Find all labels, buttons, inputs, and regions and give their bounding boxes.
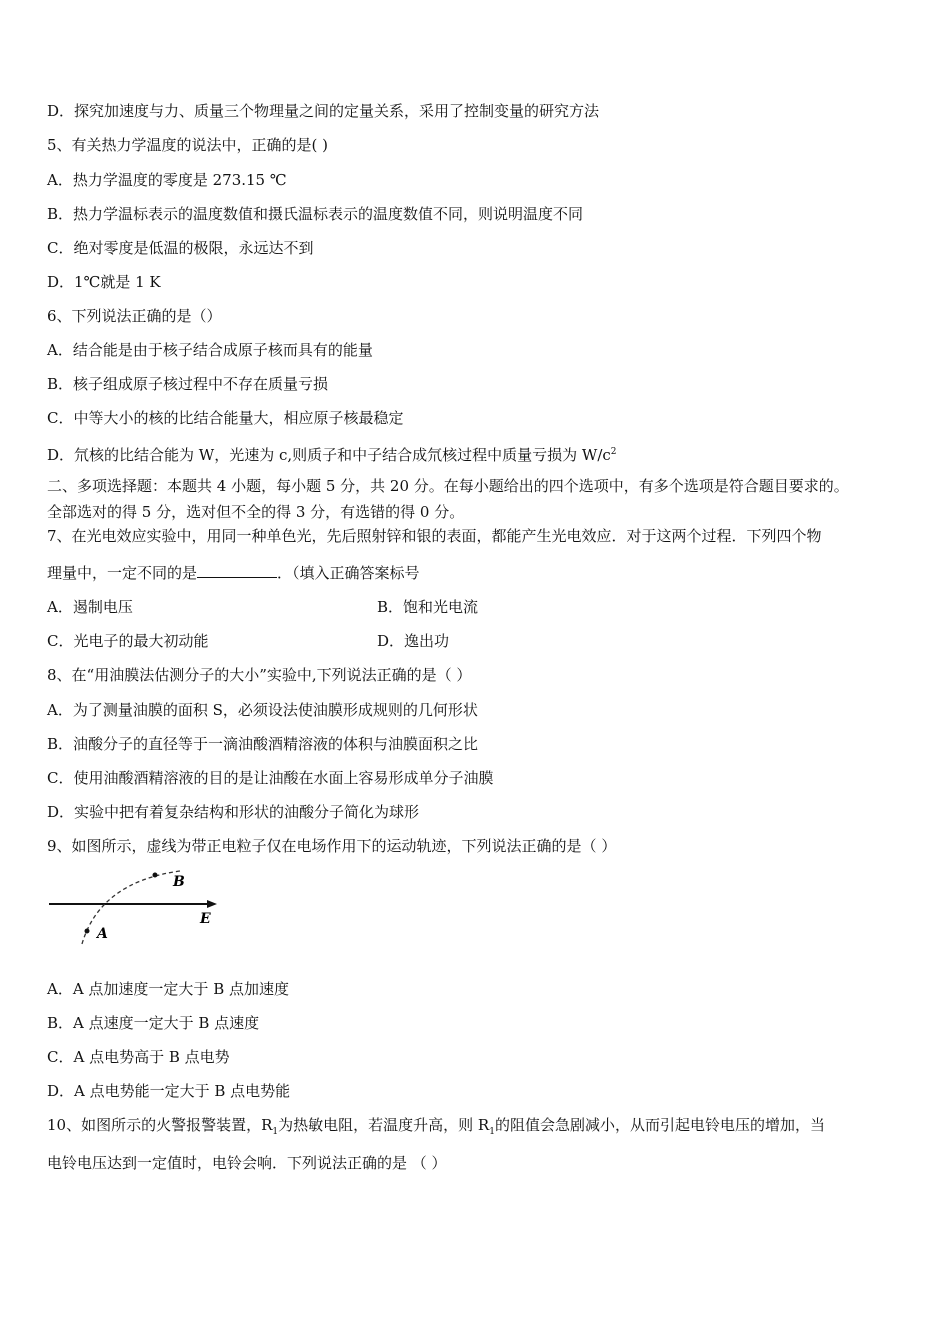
q4-option-d: D．探究加速度与力、质量三个物理量之间的定量关系，采用了控制变量的研究方法 bbox=[47, 102, 600, 120]
q7-option-b: B．饱和光电流 bbox=[377, 598, 479, 616]
q10-text-a: 10、如图所示的火警报警装置，R bbox=[47, 1116, 273, 1134]
q8-stem: 8、在“用油膜法估测分子的大小”实验中,下列说法正确的是（ ） bbox=[47, 666, 472, 684]
q7-option-c: C．光电子的最大初动能 bbox=[47, 632, 209, 650]
label-a: A bbox=[97, 926, 108, 942]
section-2-heading-line2: 全部选对的得 5 分，选对但不全的得 3 分，有选错的得 0 分。 bbox=[47, 503, 465, 521]
q6-stem: 6、下列说法正确的是（） bbox=[47, 307, 222, 325]
q7-option-d: D．逸出功 bbox=[377, 632, 450, 650]
q6-option-c: C．中等大小的核的比结合能量大，相应原子核最稳定 bbox=[47, 409, 404, 427]
q6d-text: D．氘核的比结合能为 W，光速为 c,则质子和中子结合成氘核过程中质量亏损为 W/c bbox=[47, 446, 611, 464]
q5-option-b: B．热力学温标表示的温度数值和摄氏温标表示的温度数值不同，则说明温度不同 bbox=[47, 205, 584, 223]
q9-stem: 9、如图所示，虚线为带正电粒子仅在电场作用下的运动轨迹，下列说法正确的是（ ） bbox=[47, 837, 617, 855]
q10-stem-line1 bbox=[47, 1115, 825, 1142]
q10-text-b: 为热敏电阻，若温度升高，则 R bbox=[278, 1116, 490, 1134]
q6-option-a: A．结合能是由于核子结合成原子核而具有的能量 bbox=[47, 341, 373, 359]
q7-text-a: 理量中，一定不同的是 bbox=[47, 564, 198, 582]
q10-subscript-1: 1 bbox=[272, 1127, 279, 1137]
q5-option-d: D．1℃就是 1 K bbox=[47, 273, 161, 291]
q7-stem-line1: 7、在光电效应实验中，用同一种单色光，先后照射锌和银的表面，都能产生光电效应．对于这两个过程．下列四个物 bbox=[47, 527, 822, 545]
q9-option-c: C．A 点电势高于 B 点电势 bbox=[47, 1048, 230, 1066]
q5-stem: 5、有关热力学温度的说法中，正确的是( ) bbox=[47, 136, 329, 154]
q10-text-c: 的阻值会急剧减小，从而引起电铃电压的增加，当 bbox=[494, 1116, 825, 1134]
q5-option-c: C．绝对零度是低温的极限，永远达不到 bbox=[47, 239, 314, 257]
point-b bbox=[153, 873, 158, 878]
q6-option-b: B．核子组成原子核过程中不存在质量亏损 bbox=[47, 375, 329, 393]
q9-option-d: D．A 点电势能一定大于 B 点电势能 bbox=[47, 1082, 291, 1100]
q8-option-a: A．为了测量油膜的面积 S，必须设法使油膜形成规则的几何形状 bbox=[47, 701, 478, 719]
q7-option-a: A．遏制电压 bbox=[47, 598, 133, 616]
field-arrow-icon bbox=[207, 900, 217, 908]
q10-stem-line2: 电铃电压达到一定值时，电铃会响．下列说法正确的是 （ ） bbox=[47, 1154, 447, 1172]
electric-field-trajectory-figure bbox=[45, 862, 225, 948]
q7-stem-line2 bbox=[47, 563, 420, 583]
q7-text-b: ．（填入正确答案标号 bbox=[277, 564, 420, 582]
label-b: B bbox=[173, 874, 185, 890]
point-a bbox=[85, 929, 90, 934]
q9-option-b: B．A 点速度一定大于 B 点速度 bbox=[47, 1014, 260, 1032]
section-2-heading-line1: 二、多项选择题：本题共 4 小题，每小题 5 分，共 20 分。在每小题给出的四个选项中，有多个选项是符合题目要求的。 bbox=[47, 477, 849, 495]
q5-option-a: A．热力学温度的零度是 273.15 ℃ bbox=[47, 171, 287, 189]
q8-option-b: B．油酸分子的直径等于一滴油酸酒精溶液的体积与油膜面积之比 bbox=[47, 735, 479, 753]
q8-option-d: D．实验中把有着复杂结构和形状的油酸分子简化为球形 bbox=[47, 803, 420, 821]
q10-subscript-2: 1 bbox=[489, 1127, 495, 1137]
q6d-superscript: 2 bbox=[610, 447, 617, 457]
q9-option-a: A．A 点加速度一定大于 B 点加速度 bbox=[47, 980, 289, 998]
label-e: E bbox=[200, 911, 211, 927]
q8-option-c: C．使用油酸酒精溶液的目的是让油酸在水面上容易形成单分子油膜 bbox=[47, 769, 494, 787]
q6-option-d bbox=[47, 442, 617, 465]
answer-blank bbox=[197, 563, 277, 578]
